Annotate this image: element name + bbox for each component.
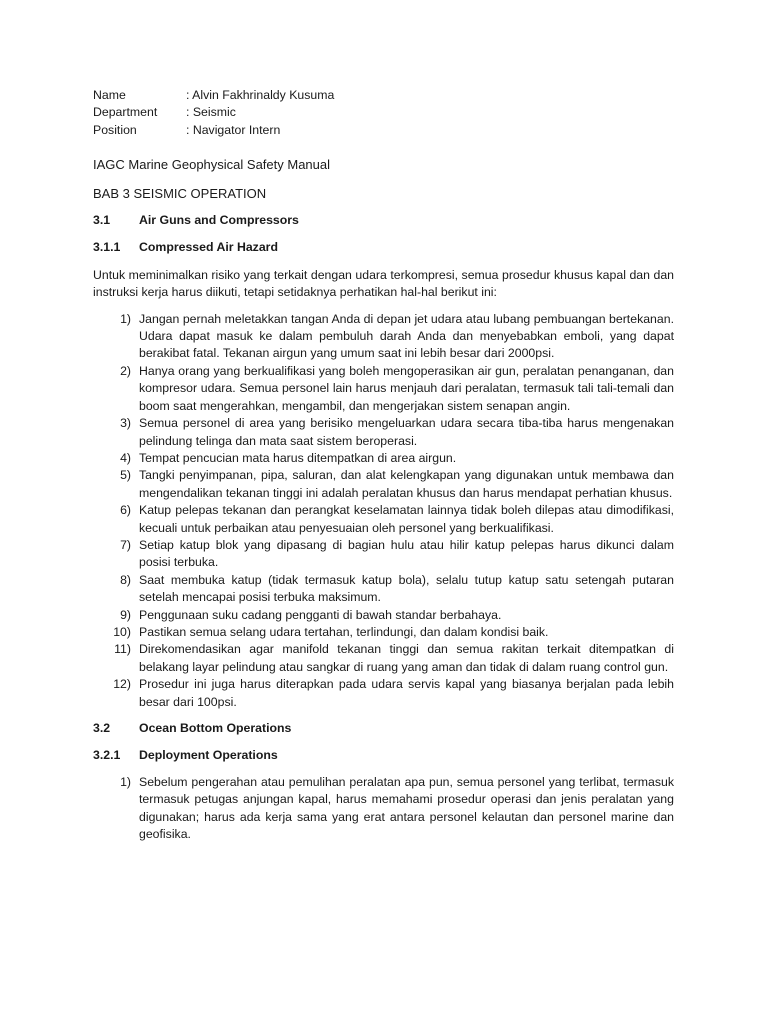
position-value: : Navigator Intern — [186, 122, 281, 137]
list-item — [93, 607, 674, 624]
section-number: 3.2 — [93, 721, 111, 735]
list-item-marker: 4) — [120, 450, 131, 465]
list-item — [93, 774, 674, 844]
list-item — [93, 502, 674, 537]
section-title: Ocean Bottom Operations — [139, 721, 292, 735]
list-item — [93, 450, 674, 467]
list-item — [93, 676, 674, 711]
list-item — [93, 572, 674, 607]
list-item-text: Penggunaan suku cadang pengganti di bawah standar berbahaya. — [139, 607, 502, 622]
position-label: Position — [93, 122, 137, 137]
compressed-air-hazard-list — [93, 311, 674, 711]
list-item-marker: 5) — [120, 468, 131, 483]
list-item-marker: 7) — [120, 537, 131, 552]
intro-paragraph: Untuk meminimalkan risiko yang terkait dengan udara terkompresi, semua prosedur khusus kapal dan dan instruksi kerja harus diikuti, tetapi setidaknya perhatikan hal-hal berikut ini: — [93, 267, 674, 300]
profile-department-row — [93, 104, 674, 121]
section-number: 3.2.1 — [93, 748, 121, 763]
section-heading-3-2-1 — [93, 747, 674, 764]
section-number: 3.1.1 — [93, 240, 121, 255]
list-item — [93, 467, 674, 502]
list-item-text: Setiap katup blok yang dipasang di bagian hulu atau hilir katup pelepas harus dikunci dalam posisi terbuka. — [139, 537, 674, 570]
profile-name-row — [93, 87, 674, 104]
section-number: 3.1 — [93, 213, 111, 228]
list-item — [93, 415, 674, 450]
list-item-marker: 9) — [120, 607, 131, 622]
list-item-text: Pastikan semua selang udara tertahan, terlindungi, dan dalam kondisi baik. — [139, 624, 549, 639]
department-value: : Seismic — [186, 105, 236, 120]
list-item-text: Hanya orang yang berkualifikasi yang boleh mengoperasikan air gun, peralatan penanganan, dan kompresor udara. Semua personel lain harus menjauh dari peralatan, termasuk tali tali-temali dan boom saat mengerahkan, mengambil, dan mengerjakan sistem senapan angin. — [139, 363, 674, 413]
department-label: Department — [93, 105, 158, 120]
list-item-marker: 11) — [114, 642, 131, 657]
list-item-text: Sebelum pengerahan atau pemulihan peralatan apa pun, semua personel yang terlibat, termasuk termasuk petugas anjungan kapal, harus memahami prosedur operasi dan jenis peralatan yang digunakan; harus ada kerja sama yang erat antara personel kelautan dan personel marine dan geofisika. — [139, 774, 674, 842]
list-item-marker: 8) — [120, 572, 131, 587]
list-item — [93, 537, 674, 572]
section-title: Compressed Air Hazard — [139, 240, 278, 255]
deployment-operations-list — [93, 774, 674, 844]
list-item-text: Semua personel di area yang berisiko mengeluarkan udara secara tiba-tiba harus mengenakan pelindung telinga dan mata saat sistem beroperasi. — [139, 416, 674, 448]
section-heading-3-2 — [93, 720, 674, 737]
list-item-text: Tempat pencucian mata harus ditempatkan di area airgun. — [139, 450, 457, 465]
name-label: Name — [93, 88, 126, 102]
list-item-text: Direkomendasikan agar manifold tekanan tinggi dan semua rakitan terkait ditempatkan di belakang layar pelindung atau sangkar di ruang yang aman dan tidak di dalam ruang control gun. — [139, 642, 674, 674]
list-item — [93, 641, 674, 676]
section-heading-3-1-1 — [93, 239, 674, 256]
section-title: Air Guns and Compressors — [139, 213, 299, 228]
list-item — [93, 624, 674, 641]
list-item-marker: 3) — [120, 416, 131, 431]
list-item-marker: 10) — [113, 624, 131, 639]
list-item-text: Tangki penyimpanan, pipa, saluran, dan alat kelengkapan yang digunakan untuk membawa dan mengendalikan tekanan tinggi ini adalah peralatan khusus dan harus mendapat perhatian khusus. — [139, 468, 674, 500]
chapter-title: BAB 3 SEISMIC OPERATION — [93, 185, 267, 201]
profile-block — [93, 87, 674, 139]
list-item-text: Jangan pernah meletakkan tangan Anda di depan jet udara atau lubang pembuangan bertekanan. Udara dapat masuk ke dalam pembuluh darah Anda dan menyebabkan emboli, yang dapat berakibat fatal. Tekanan airgun yang umum saat ini lebih besar dari 2000psi. — [139, 311, 674, 361]
name-value: : Alvin Fakhrinaldy Kusuma — [186, 88, 335, 102]
section-title: Deployment Operations — [139, 748, 278, 763]
list-item-text: Saat membuka katup (tidak termasuk katup bola), selalu tutup katup satu setengah putaran setelah mencapai posisi terbuka maksimum. — [139, 572, 674, 605]
list-item — [93, 311, 674, 363]
list-item — [93, 363, 674, 415]
profile-position-row — [93, 122, 674, 139]
list-item-marker: 12) — [113, 677, 131, 692]
list-item-marker: 6) — [120, 503, 131, 518]
list-item-marker: 2) — [120, 363, 131, 378]
list-item-text: Katup pelepas tekanan dan perangkat keselamatan lainnya tidak boleh dilepas atau dimodifikasi, kecuali untuk perbaikan atau penyesuaian oleh personel yang berkualifikasi. — [139, 503, 674, 535]
list-item-marker: 1) — [120, 774, 131, 789]
list-item-text: Prosedur ini juga harus diterapkan pada udara servis kapal yang biasanya berjalan pada lebih besar dari 100psi. — [139, 677, 674, 709]
section-heading-3-1 — [93, 212, 674, 229]
document-title: IAGC Marine Geophysical Safety Manual — [93, 157, 330, 173]
list-item-marker: 1) — [120, 311, 131, 326]
